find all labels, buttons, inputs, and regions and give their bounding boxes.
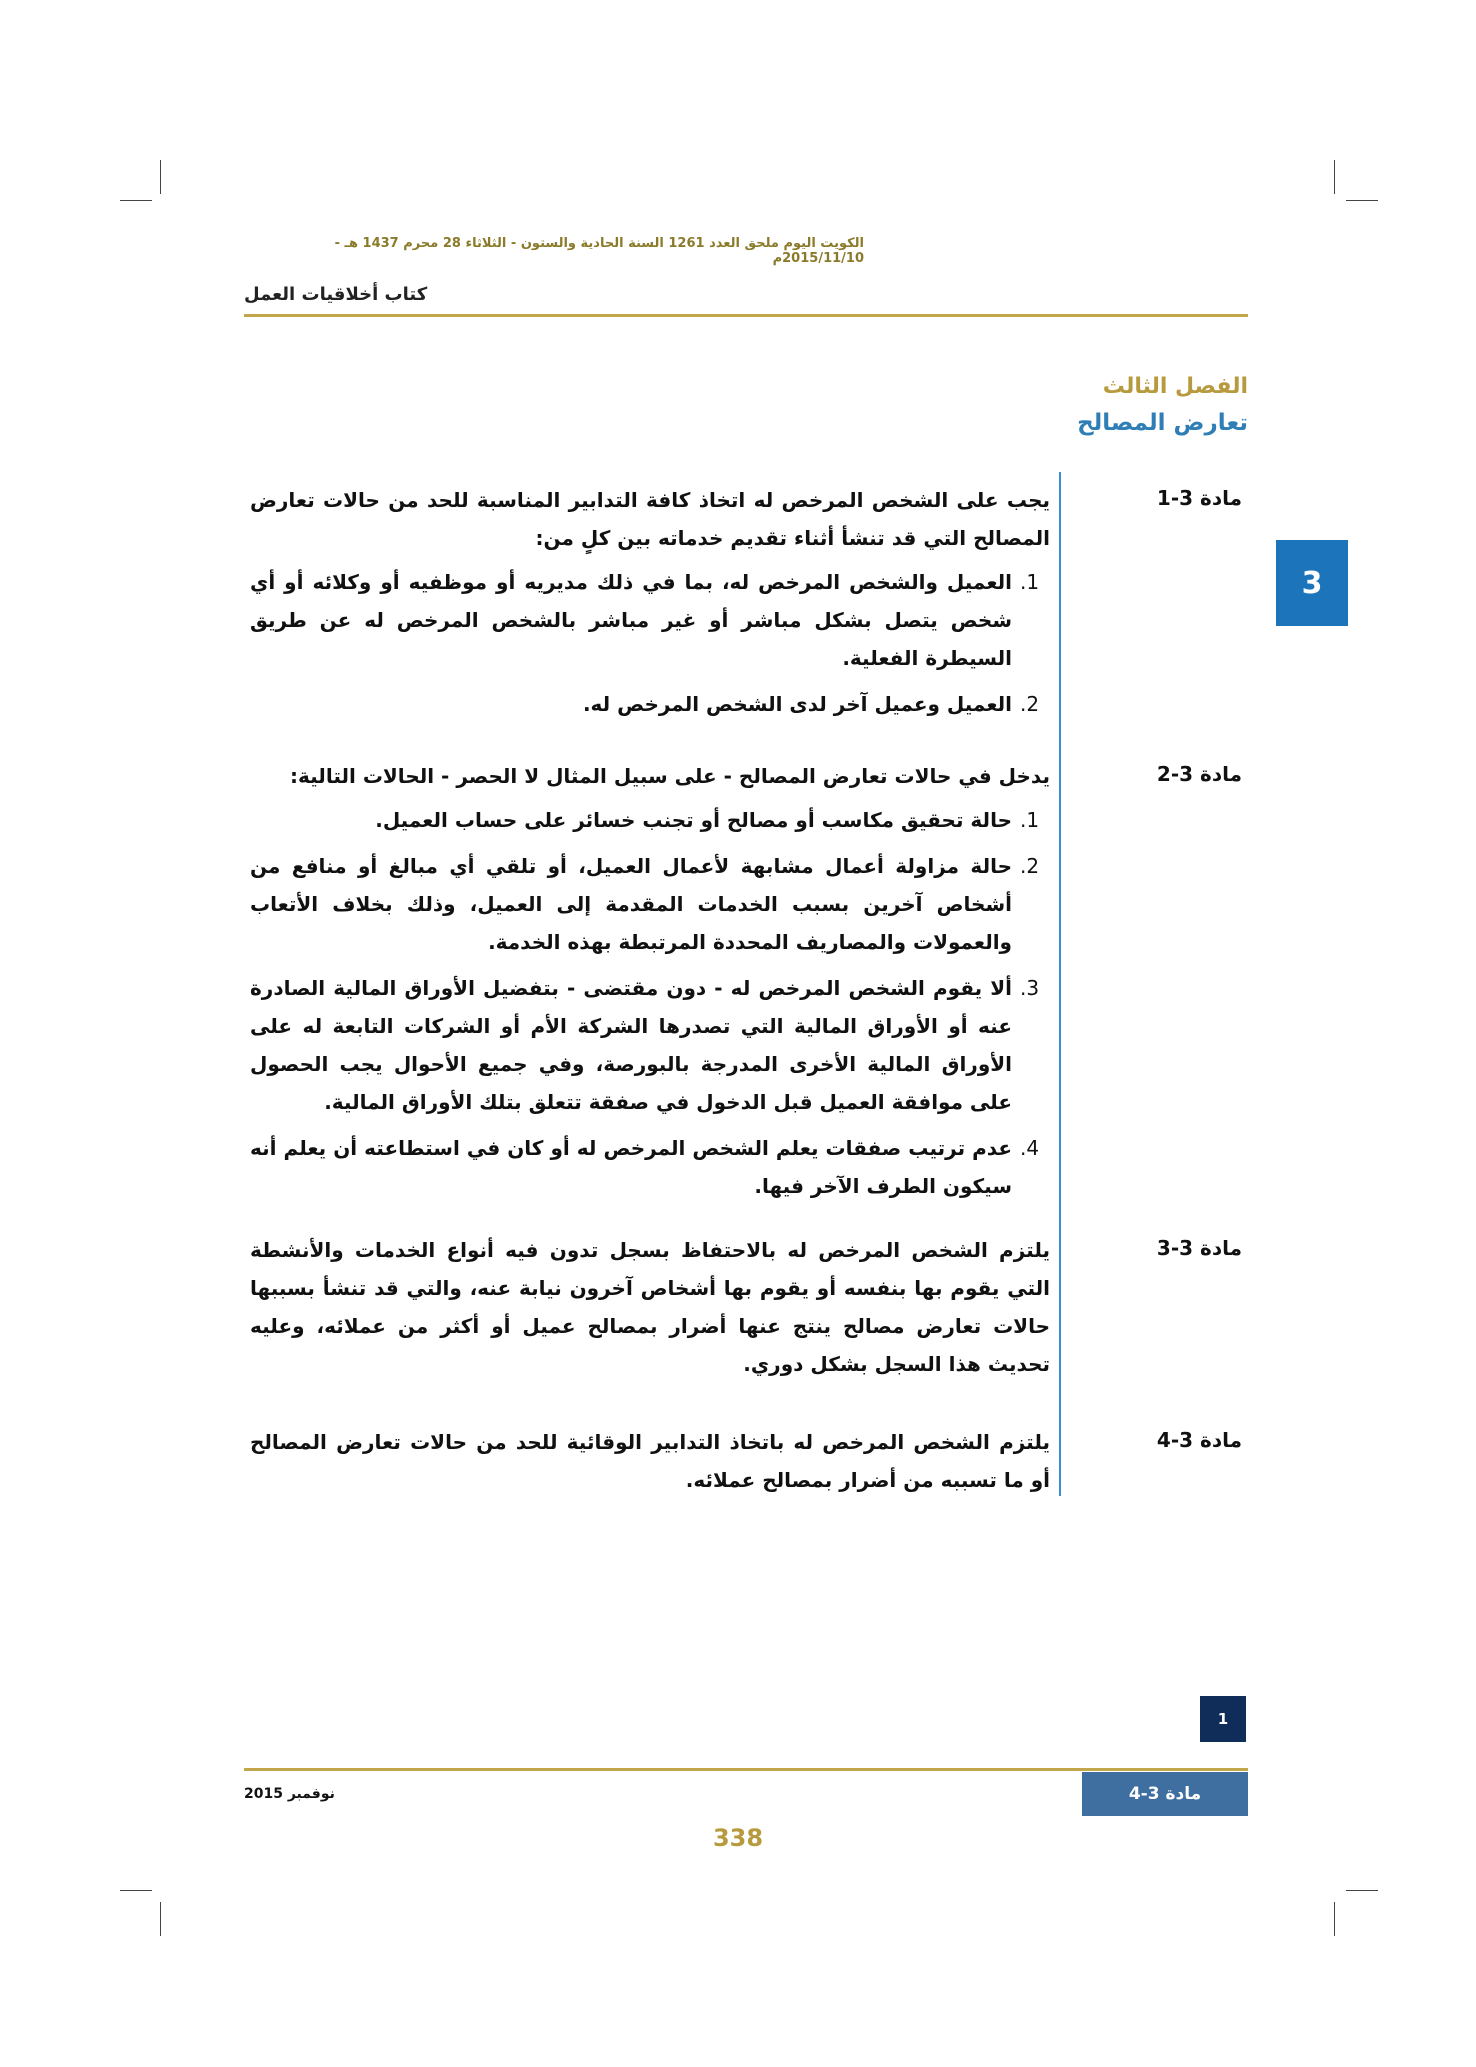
article-intro: يلتزم الشخص المرخص له بالاحتفاظ بسجل تدون فيه أنواع الخدمات والأنشطة التي يقوم بها بنفسه أو يقوم بها أشخاص آخرون نيابة عنه، والتي قد تنشأ بسببها حالات تعارض مصالح ينتج عنها أضرار بمصالح عميل أو أكثر من عملائه، وعليه تحديث هذا السجل بشكل دوري.	[250, 1238, 1050, 1376]
article-label: مادة 3-1	[1156, 486, 1242, 510]
article-label: مادة 3-2	[1156, 762, 1242, 786]
article-body	[250, 757, 1050, 1213]
article-body	[250, 481, 1050, 731]
item-number: 3.	[1020, 976, 1040, 1000]
chapter-label: الفصل الثالث	[1102, 374, 1248, 399]
item-text: حالة تحقيق مكاسب أو مصالح أو تجنب خسائر على حساب العميل.	[375, 808, 1012, 832]
footer-date: نوفمبر 2015	[244, 1786, 335, 1802]
list-item	[250, 563, 1040, 677]
item-text: حالة مزاولة أعمال مشابهة لأعمال العميل، أو تلقي أي مبالغ أو منافع من أشخاص آخرين بسبب الخدمات المقدمة إلى العميل، وذلك بخلاف الأتعاب والعمولات والمصاريف المحددة المرتبطة بهذه الخدمة.	[250, 854, 1012, 954]
item-number: 2.	[1020, 854, 1040, 878]
article-intro: يجب على الشخص المرخص له اتخاذ كافة التدابير المناسبة للحد من حالات تعارض المصالح التي قد تنشأ أثناء تقديم خدماته بين كلٍ من:	[250, 488, 1050, 550]
item-number: 1.	[1020, 808, 1040, 832]
article-intro: يلتزم الشخص المرخص له باتخاذ التدابير الوقائية للحد من حالات تعارض المصالح أو ما تسببه من أضرار بمصالح عملائه.	[250, 1430, 1050, 1492]
footer-article-tab: مادة 3-4	[1082, 1772, 1248, 1816]
item-text: عدم ترتيب صفقات يعلم الشخص المرخص له أو كان في استطاعته أن يعلم أنه سيكون الطرف الآخر فيها.	[250, 1136, 1012, 1198]
list-item	[250, 969, 1040, 1121]
article-label: مادة 3-4	[1156, 1428, 1242, 1452]
footer-rule	[244, 1768, 1248, 1771]
article-body	[250, 1423, 1050, 1499]
list-item	[250, 801, 1040, 839]
item-text: العميل والشخص المرخص له، بما في ذلك مديريه أو موظفيه أو وكلائه أو أي شخص يتصل بشكل مباشر أو غير مباشر بالشخص المرخص له عن طريق السيطرة الفعلية.	[250, 570, 1012, 670]
article-intro: يدخل في حالات تعارض المصالح - على سبيل المثال لا الحصر - الحالات التالية:	[290, 764, 1050, 788]
gazette-header-line: الكويت اليوم ملحق العدد 1261 السنة الحادية والستون - الثلاثاء 28 محرم 1437 هـ - 2015/11/10م	[334, 236, 864, 266]
crop-mark	[160, 1902, 161, 1936]
header-rule	[244, 314, 1248, 317]
item-number: 4.	[1020, 1136, 1040, 1160]
list-item	[250, 1129, 1040, 1205]
article-body	[250, 1231, 1050, 1383]
crop-mark	[120, 1890, 152, 1891]
item-number: 2.	[1020, 692, 1040, 716]
chapter-side-tab: 3	[1276, 540, 1348, 626]
book-title: كتاب أخلاقيات العمل	[244, 284, 428, 305]
article-items	[250, 801, 1050, 1205]
crop-mark	[160, 160, 161, 194]
list-item	[250, 685, 1040, 723]
content-divider	[1059, 472, 1061, 1496]
page-number: 338	[712, 1824, 764, 1852]
article-items	[250, 563, 1050, 723]
crop-mark	[1346, 1890, 1378, 1891]
article-label: مادة 3-3	[1156, 1236, 1242, 1260]
crop-mark	[1334, 1902, 1335, 1936]
list-item	[250, 847, 1040, 961]
item-text: العميل وعميل آخر لدى الشخص المرخص له.	[582, 692, 1012, 716]
chapter-title: تعارض المصالح	[1077, 410, 1248, 436]
crop-mark	[120, 200, 152, 201]
crop-mark	[1346, 200, 1378, 201]
page-chip: 1	[1200, 1696, 1246, 1742]
item-text: ألا يقوم الشخص المرخص له - دون مقتضى - بتفضيل الأوراق المالية الصادرة عنه أو الأوراق المالية التي تصدرها الشركة الأم أو الشركات التابعة له على الأوراق المالية الأخرى المدرجة بالبورصة، وفي جميع الأحوال يجب الحصول على موافقة العميل قبل الدخول في صفقة تتعلق بتلك الأوراق المالية.	[250, 976, 1012, 1114]
crop-mark	[1334, 160, 1335, 194]
item-number: 1.	[1020, 570, 1040, 594]
